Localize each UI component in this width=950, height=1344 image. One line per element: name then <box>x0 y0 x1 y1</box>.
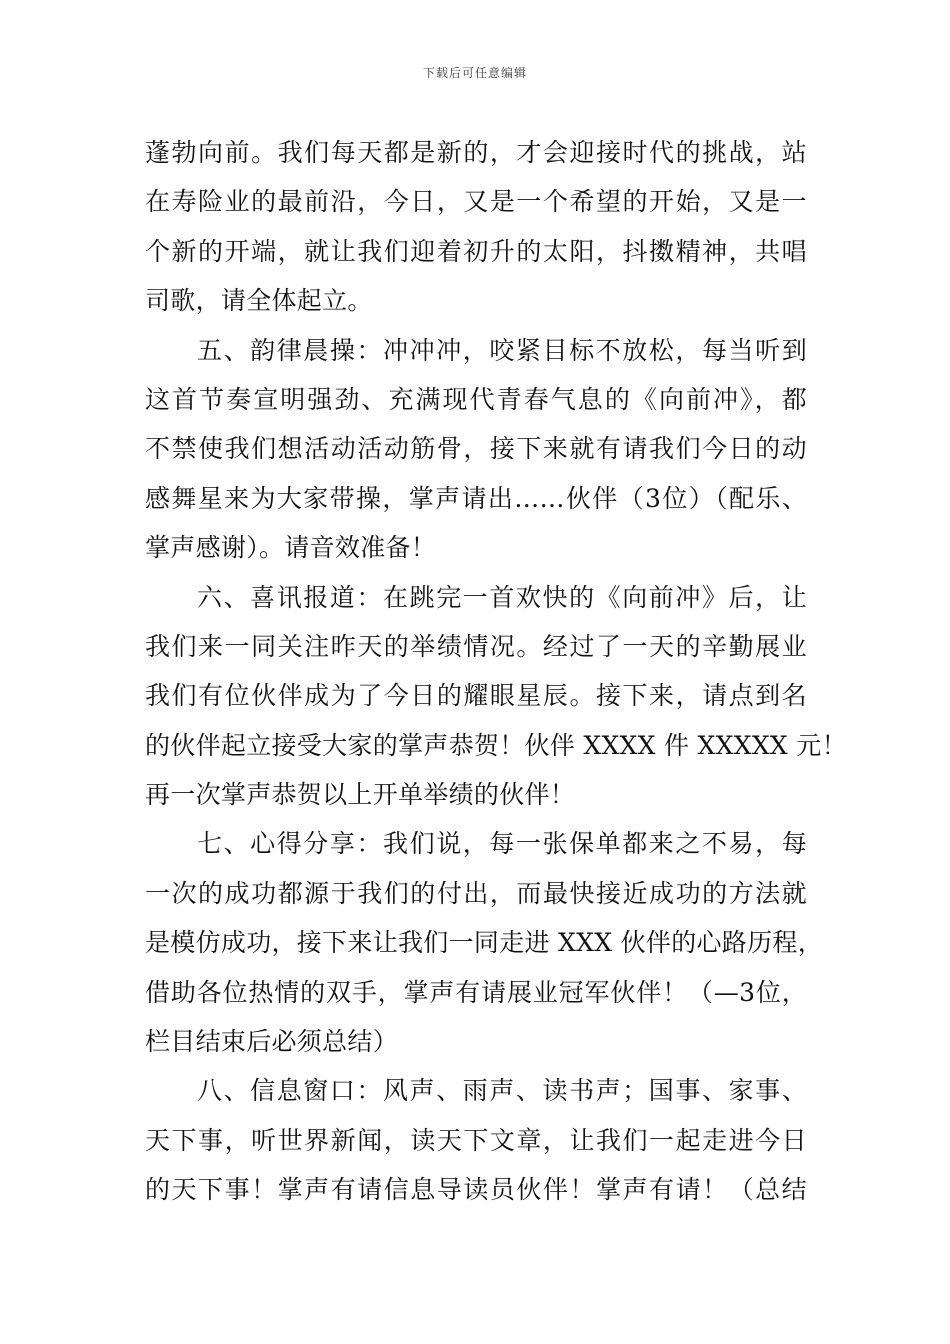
text-line: 的伙伴起立接受大家的掌声恭贺！伙伴 XXXX 件 XXXXX 元！ <box>145 730 847 760</box>
text-line: 掌声感谢）。请音效准备！ <box>145 533 437 563</box>
text-line: 个新的开端，就让我们迎着初升的太阳，抖擞精神，共唱 <box>145 236 807 266</box>
paragraph-heading-line: 五、韵律晨操：冲冲冲，咬紧目标不放松，每当听到 <box>197 335 807 365</box>
text-line: 不禁使我们想活动活动筋骨，接下来就有请我们今日的动 <box>145 434 807 464</box>
paragraph-heading-line: 六、喜讯报道：在跳完一首欢快的《向前冲》后，让 <box>197 582 807 612</box>
text-line: 一次的成功都源于我们的付出，而最快接近成功的方法就 <box>145 878 807 908</box>
text-line: 是模仿成功，接下来让我们一同走进 XXX 伙伴的心路历程， <box>145 928 823 958</box>
text-line: 司歌，请全体起立。 <box>145 286 373 316</box>
paragraph-heading-line: 八、信息窗口：风声、雨声、读书声；国事、家事、 <box>197 1076 807 1106</box>
text-line: 天下事，听世界新闻，读天下文章，让我们一起走进今日 <box>145 1125 807 1155</box>
text-line: 这首节奏宣明强劲、充满现代青春气息的《向前冲》，都 <box>145 384 807 414</box>
text-line: 再一次掌声恭贺以上开单举绩的伙伴！ <box>145 780 576 810</box>
page-header: 下载后可任意编辑 <box>422 66 527 80</box>
text-line: 的天下事！掌声有请信息导读员伙伴！掌声有请！（总结 <box>145 1175 807 1205</box>
text-line: 蓬勃向前。我们每天都是新的，才会迎接时代的挑战，站 <box>145 138 807 167</box>
text-line: 在寿险业的最前沿，今日，又是一个希望的开始，又是一 <box>145 187 807 217</box>
body-text <box>145 128 847 1215</box>
paragraph-heading-line: 七、心得分享：我们说，每一张保单都来之不易，每 <box>197 829 807 859</box>
text-line: 我们来一同关注昨天的举绩情况。经过了一天的辛勤展业 <box>145 631 807 661</box>
text-line: 栏目结束后必须总结） <box>145 1027 399 1057</box>
text-line: 我们有位伙伴成为了今日的耀眼星辰。接下来，请点到名 <box>145 681 807 711</box>
text-line: 感舞星来为大家带操，掌声请出……伙伴（3位）（配乐、 <box>145 483 807 513</box>
text-line: 借助各位热情的双手，掌声有请展业冠军伙伴！（—3位， <box>145 977 807 1007</box>
